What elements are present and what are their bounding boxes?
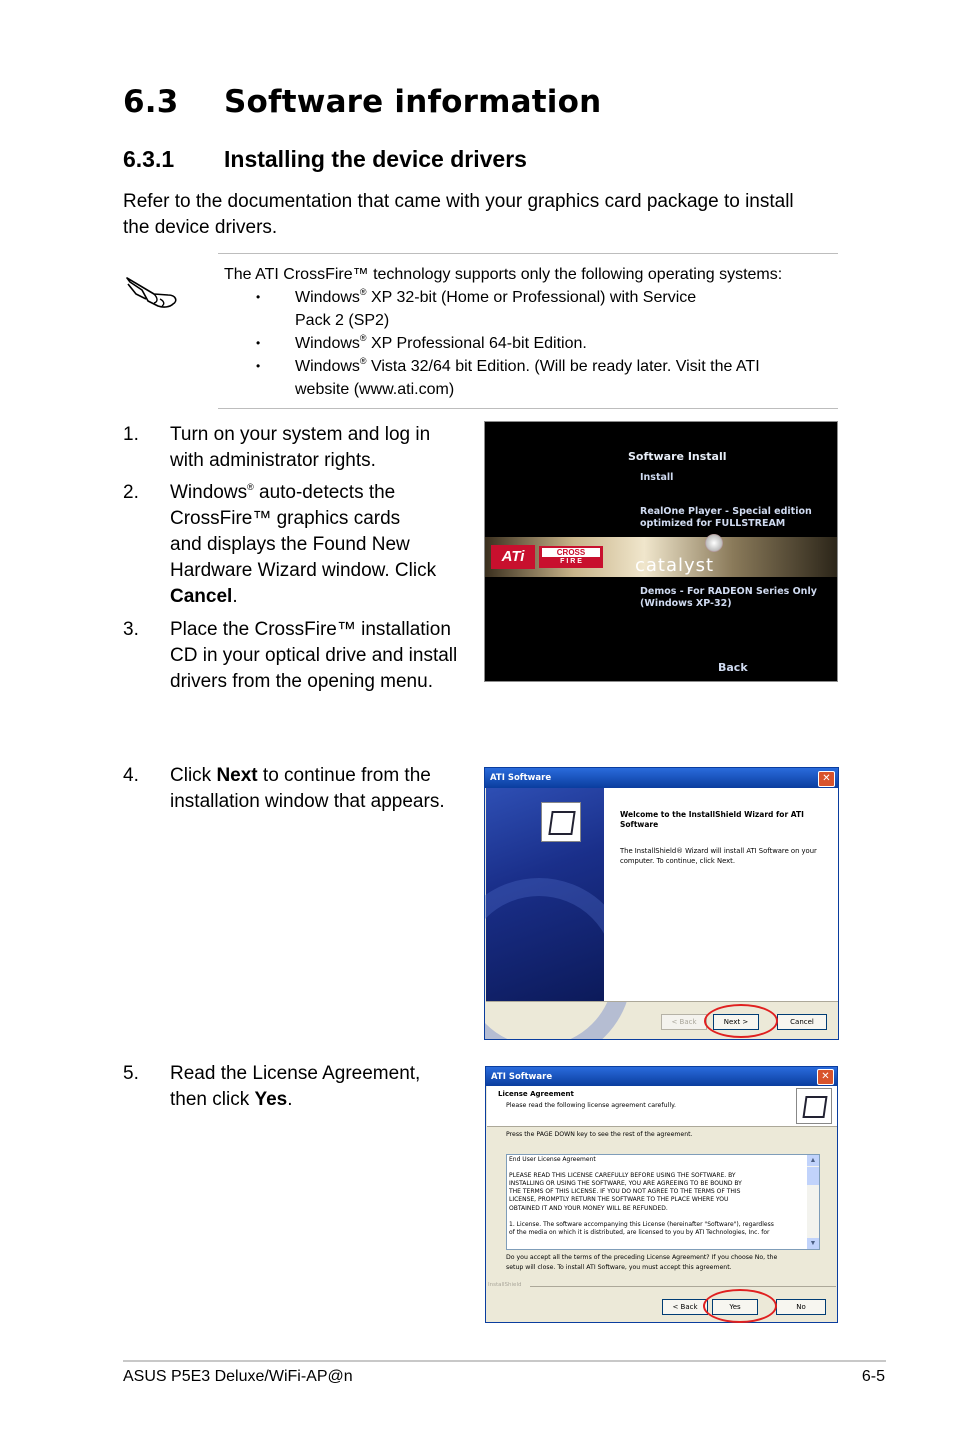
note-top-rule (218, 253, 838, 254)
license-text-line: End User License Agreement (509, 1156, 596, 1163)
screenshot-software-install (484, 421, 838, 682)
yes-highlight-circle (703, 1289, 777, 1323)
back-button[interactable]: < Back (661, 1014, 707, 1030)
menu-install[interactable]: Install (640, 472, 674, 483)
wizard-body: The InstallShield® Wizard will install ATI Software on your computer. To continue, click Next. (620, 847, 817, 865)
crossfire-logo: CROSS F I R E (539, 546, 603, 568)
step-4: 4. Click Next to continue from the installation window that appears. (123, 765, 445, 812)
menu-realone[interactable]: RealOne Player - Special edition optimized for FULLSTREAM (640, 506, 812, 529)
no-button[interactable]: No (776, 1299, 826, 1315)
license-text-line (509, 1164, 803, 1172)
back-button[interactable]: < Back (662, 1299, 708, 1315)
yes-button[interactable]: Yes (712, 1299, 758, 1315)
note-item: • Windows® XP Professional 64-bit Edition. (256, 332, 587, 352)
license-subheading: Please read the following license agreement carefully. (506, 1102, 676, 1109)
license-text-line: THE TERMS OF THIS LICENSE. IF YOU DO NOT AGREE TO THE TERMS OF THIS (509, 1188, 741, 1196)
footer-product-name: ASUS P5E3 Deluxe/WiFi-AP@n (123, 1368, 353, 1385)
license-text-line: PLEASE READ THIS LICENSE CAREFULLY BEFORE USING THE SOFTWARE. BY (509, 1172, 736, 1180)
license-text-line: LICENSE, PROMPTLY RETURN THE SOFTWARE TO THE PLACE WHERE YOU (509, 1196, 729, 1204)
note-bottom-rule (218, 408, 838, 409)
close-icon[interactable]: ✕ (817, 1069, 834, 1085)
note-item: • Windows® Vista 32/64 bit Edition. (Will be ready later. Visit the ATI website (www.ati.com) (256, 355, 760, 398)
license-divider (530, 1286, 836, 1287)
screenshot-license-agreement (485, 1066, 838, 1323)
close-icon[interactable]: ✕ (818, 771, 835, 787)
menu-title: Software Install (628, 450, 727, 463)
window-title: ATI Software (490, 773, 552, 783)
subsection-title: 6.3.1 Installing the device drivers (123, 146, 527, 172)
note-box (224, 263, 834, 401)
step-1: 1. Turn on your system and log in with administrator rights. (123, 424, 431, 471)
scroll-down-icon[interactable]: ▼ (807, 1238, 819, 1249)
wizard-heading: Welcome to the InstallShield Wizard for ATI Software (620, 810, 804, 829)
menu-back[interactable]: Back (718, 661, 748, 674)
cancel-button[interactable]: Cancel (777, 1014, 827, 1030)
installer-box-icon (796, 1088, 832, 1124)
footer-page-number: 6-5 (861, 1368, 885, 1385)
license-text-line (509, 1213, 803, 1221)
license-text-line: of the media on which it is distributed, are licensed to you by ATI Technologies, Inc. for (509, 1228, 770, 1236)
note-lead: The ATI CrossFire™ technology supports only the following operating systems: (224, 266, 783, 283)
pointing-hand-icon (124, 268, 180, 312)
step-5: 5. Read the License Agreement, then click Yes. (123, 1063, 421, 1110)
scroll-up-icon[interactable]: ▲ (807, 1155, 819, 1166)
step-3: 3. Place the CrossFire™ installation CD in your optical drive and install drivers from the opening menu. (123, 619, 458, 692)
screenshot-installshield-welcome (484, 767, 839, 1040)
next-button[interactable]: Next > (713, 1014, 759, 1030)
section-title: 6.3 Software information (123, 84, 602, 120)
next-highlight-circle (704, 1004, 778, 1038)
license-text-line: INSTALLING OR USING THE SOFTWARE, YOU ARE AGREEING TO BE BOUND BY (509, 1180, 742, 1188)
installshield-label: InstallShield (488, 1282, 522, 1288)
catalyst-logo: catalyst (635, 555, 715, 576)
scroll-thumb[interactable] (807, 1167, 819, 1185)
catalyst-emblem-icon (705, 534, 723, 552)
accept-question: Do you accept all the terms of the preceding License Agreement? If you choose No, the setup will close. To install ATI Software, you must accept this agreement. (506, 1254, 778, 1271)
window-title: ATI Software (491, 1072, 553, 1082)
ati-logo: ATi (491, 545, 535, 569)
license-text-line: 1. License. The software accompanying this License (hereinafter "Software"), regardless (509, 1220, 774, 1228)
installer-box-icon (541, 802, 581, 842)
note-item: • Windows® XP 32-bit (Home or Professional) with Service Pack 2 (SP2) (256, 286, 697, 329)
license-scrollbar[interactable] (807, 1155, 819, 1249)
license-text-line: OBTAINED IT AND YOUR MONEY WILL BE REFUNDED. (509, 1204, 668, 1212)
step-2: 2. Windows® auto-detects the CrossFire™ graphics cards and displays the Found New Hardware Wizard window. Click Cancel. (123, 481, 437, 607)
license-textbox[interactable] (506, 1154, 820, 1250)
license-heading: License Agreement (498, 1090, 574, 1098)
pagedown-hint: Press the PAGE DOWN key to see the rest of the agreement. (506, 1131, 693, 1138)
intro-paragraph: Refer to the documentation that came with your graphics card package to install the device drivers. (123, 191, 794, 238)
menu-demos[interactable]: Demos - For RADEON Series Only (Windows XP-32) (640, 586, 817, 609)
footer-rule (123, 1360, 886, 1362)
wizard-divider (486, 1001, 839, 1002)
